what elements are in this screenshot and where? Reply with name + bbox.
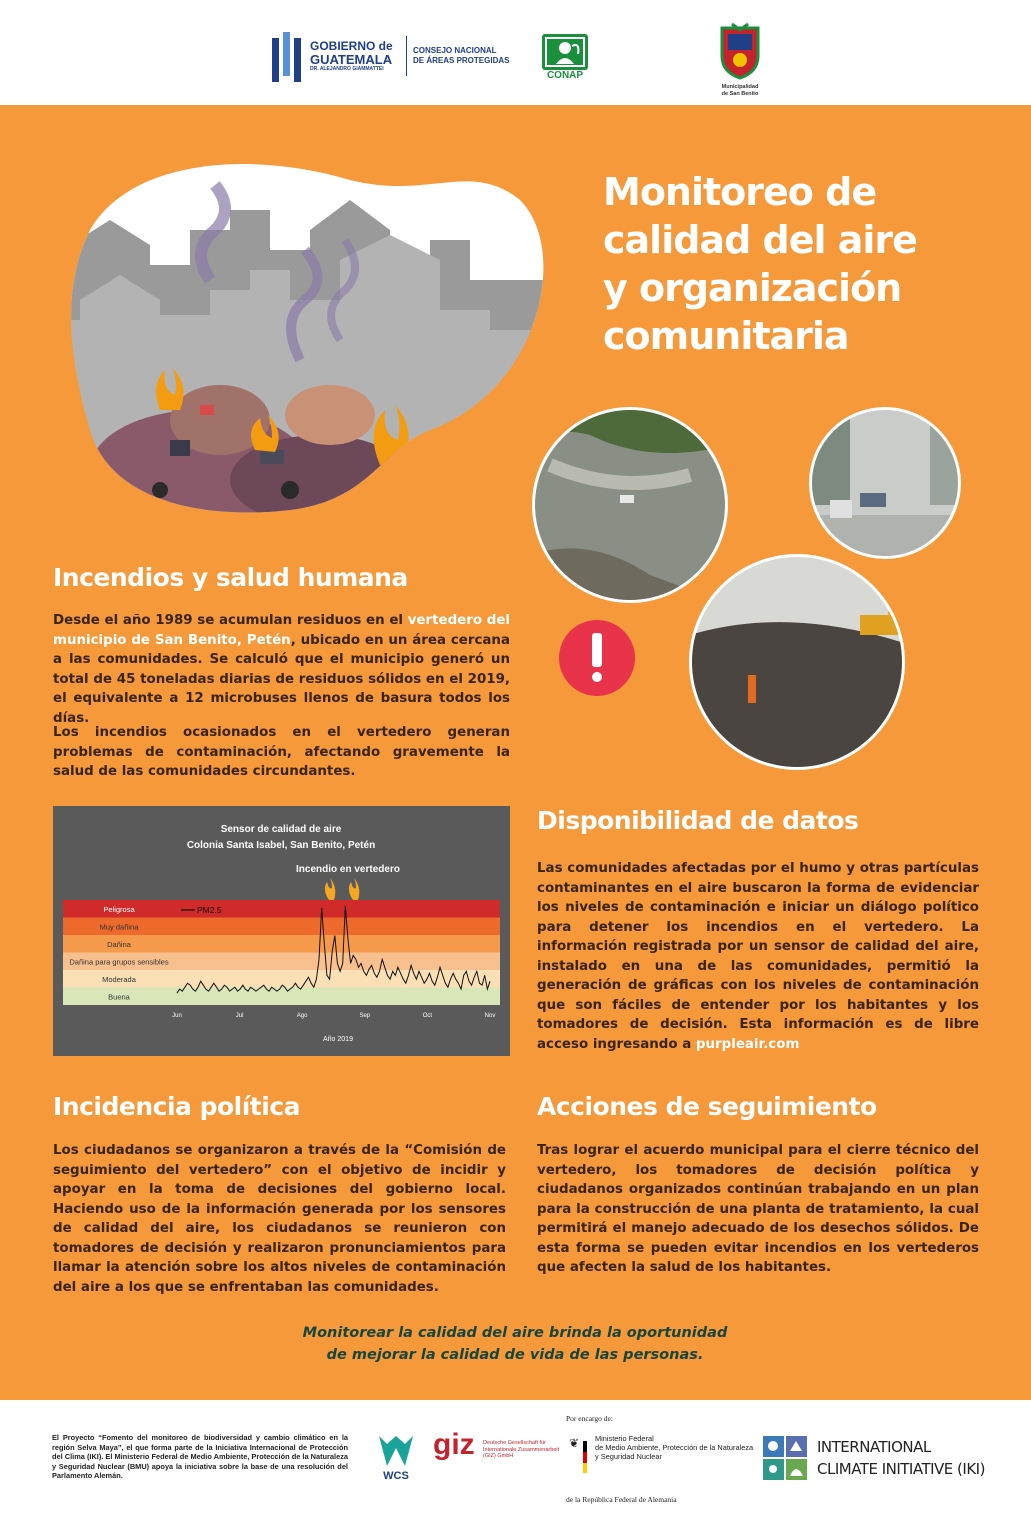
paragraph-incendios-1	[53, 611, 510, 728]
gobierno-text	[310, 40, 393, 73]
giz-wordmark: giz	[433, 1428, 475, 1461]
cnap-line2: DE ÁREAS PROTEGIDAS	[413, 56, 510, 65]
closing-quote	[200, 1322, 830, 1366]
landfill-aerial-photo	[530, 405, 730, 605]
bmu-line1: Ministerio Federal	[595, 1434, 654, 1443]
smoky-street-photo	[809, 405, 961, 565]
legend-label: PM2.5	[197, 905, 222, 915]
wcs-label: WCS	[383, 1470, 409, 1482]
federal-eagle-icon: ❦	[569, 1436, 580, 1450]
chart-subtitle: Colonia Santa Isabel, San Benito, Petén	[186, 840, 376, 851]
page-title	[603, 168, 1003, 360]
iki-line1: INTERNATIONAL	[817, 1438, 931, 1456]
heading-incendios: Incendios y salud humana	[53, 563, 408, 592]
conap-logo	[540, 34, 590, 82]
burning-garbage-illustration	[50, 140, 550, 540]
cnap-line1: CONSEJO NACIONAL	[413, 46, 497, 55]
band-label-2: Dañina	[107, 940, 131, 949]
bmu-logo	[566, 1414, 766, 1524]
municipalidad-logo	[712, 22, 768, 98]
flame-icon-0	[325, 878, 335, 900]
p2-text: Las comunidades afectadas por el humo y otras partículas contaminantes en el aire buscaron la forma de evidenciar los niveles de contaminación e iniciar un diálogo político para detener los incendios en el vertedero. La información registrada por un sensor de calidad del aire, instalado en una de las comunidades, permitió la generación de gráficas con los niveles de contaminación que son fáciles de entender por los habitantes y los tomadores de decisión. Esta información es de libre acceso ingresando a	[537, 861, 979, 1052]
gobierno-line1: GOBIERNO de	[310, 39, 393, 53]
quote-line1: Monitorear la calidad del aire brinda la oportunidad	[302, 1325, 728, 1341]
x-tick-4: Oct	[422, 1013, 433, 1019]
x-tick-3: Sep	[359, 1013, 371, 1019]
p1-text-b: , ubicado en un área cercana a las comunidades. Se calculó que el municipio generó un total de 45 toneladas diarias de residuos sólidos en el 2019, el equivalente a 12 microbuses llenos de basura todos los días.	[53, 632, 510, 726]
title-line3: y organización	[603, 266, 902, 310]
header-bar	[0, 0, 1031, 105]
x-tick-0: Jun	[172, 1013, 182, 1019]
band-label-1: Muy dañina	[99, 922, 139, 932]
conap-label: CONAP	[546, 70, 584, 81]
band-label-4: Moderada	[102, 975, 136, 984]
heading-incidencia: Incidencia política	[53, 1092, 301, 1121]
project-description: El Proyecto “Fomento del monitoreo de biodiversidad y cambio climático en la región Selva Maya”, el que forma parte de la Iniciativa Internacional de Protección del Clima (IKI). El Ministerio Federal de Medio Ambiente, Protección de la Naturaleza y Seguridad Nuclear (BMU) apoya la iniciativa sobre la base de una resolución del Parlamento Alemán.	[52, 1433, 348, 1481]
heading-disponibilidad: Disponibilidad de datos	[537, 806, 859, 835]
giz-logo	[433, 1430, 563, 1480]
p1-highlight: vertedero del municipio de San Benito, Petén	[53, 613, 510, 648]
band-label-5: Buena	[108, 992, 130, 1002]
bmu-line2: de Medio Ambiente, Protección de la Naturaleza	[595, 1443, 754, 1452]
municipalidad-shield-icon	[718, 22, 762, 80]
x-tick-2: Ago	[296, 1013, 308, 1019]
german-flag-icon	[583, 1441, 587, 1473]
municipalidad-label-2: de San Benito	[721, 91, 759, 97]
logo-divider	[406, 36, 407, 76]
wcs-w-icon	[379, 1436, 413, 1466]
chart-title: Sensor de calidad de aire	[220, 824, 342, 835]
iki-text	[817, 1436, 985, 1480]
iki-logo	[763, 1436, 1003, 1486]
purpleair-link[interactable]: purpleair.com	[695, 1036, 800, 1052]
giz-subtitle: Deutsche Gesellschaft für Internationale Zusammenarbeit (GIZ) GmbH	[483, 1440, 560, 1459]
band-label-3: Dañina para grupos sensibles	[69, 957, 169, 967]
x-axis-label: Año 2019	[323, 1036, 353, 1043]
flame-icon-1	[349, 878, 359, 900]
x-tick-5: Nov	[484, 1013, 496, 1019]
iki-line2: CLIMATE INITIATIVE (IKI)	[817, 1460, 985, 1478]
title-line4: comunitaria	[603, 314, 849, 358]
encargo-label: Por encargo de:	[566, 1414, 613, 1423]
gobierno-bars-icon	[272, 32, 306, 82]
landfill-fire-photo	[689, 554, 910, 775]
chart-annotation: Incendio en vertedero	[296, 864, 400, 875]
paragraph-acciones: Tras lograr el acuerdo municipal para el cierre técnico del vertedero, los tomadores de decisión política y ciudadanos organizados continúan trabajando en un plan para la construcción de una planta de tratamiento, la cual permitirá el manejo adecuado de los desechos sólidos. De esta forma se pueden evitar incendios en los vertederos que afecten la salud de los habitantes.	[537, 1143, 979, 1275]
x-tick-1: Jul	[235, 1013, 244, 1019]
chart-svg	[53, 806, 510, 1056]
warning-exclamation-icon	[559, 620, 635, 696]
photo-collage	[530, 405, 1010, 785]
paragraph-disponibilidad	[537, 859, 979, 1054]
footer-bar	[0, 1400, 1031, 1536]
bmu-line3: y Seguridad Nuclear	[595, 1452, 662, 1461]
title-line1: Monitoreo de	[603, 170, 877, 214]
paragraph-incendios-2: Los incendios ocasionados en el vertedero generan problemas de contaminación, afectando gravemente la salud de las comunidades circundantes.	[53, 725, 510, 779]
gobierno-line2: GUATEMALA	[310, 52, 393, 67]
conap-monkey-icon	[542, 34, 588, 70]
gobierno-line3: DR. ALEJANDRO GIAMMATTEI	[310, 66, 384, 72]
air-quality-chart	[53, 806, 510, 1056]
p1-text-a: Desde el año 1989 se acumulan residuos en el	[53, 613, 408, 628]
quote-line2: de mejorar la calidad de vida de las personas.	[326, 1347, 704, 1363]
bmu-name	[595, 1434, 765, 1461]
title-line2: calidad del aire	[603, 218, 917, 262]
iki-grid-icon	[763, 1436, 807, 1480]
gobierno-guatemala-logo	[272, 32, 512, 82]
paragraph-incidencia: Los ciudadanos se organizaron a través de la “Comisión de seguimiento del vertedero” con el objetivo de incidir y apoyar en la toma de decisiones del gobierno local. Haciendo uso de la información generada por los sensores de calidad del aire, los ciudadanos se reunieron con tomadores de decisión y realizaron pronunciamientos para llamar la atención sobre los altos niveles de contaminación del aire a los que se enfrentaban las comunidades.	[53, 1143, 506, 1295]
wcs-logo	[372, 1436, 420, 1488]
cnap-text	[413, 46, 509, 66]
municipalidad-label-1: Municipalidad	[721, 84, 759, 90]
bmu-bottom-label: de la República Federal de Alemania	[566, 1495, 677, 1504]
band-label-0: Peligrosa	[103, 905, 135, 914]
heading-acciones: Acciones de seguimiento	[537, 1092, 877, 1121]
